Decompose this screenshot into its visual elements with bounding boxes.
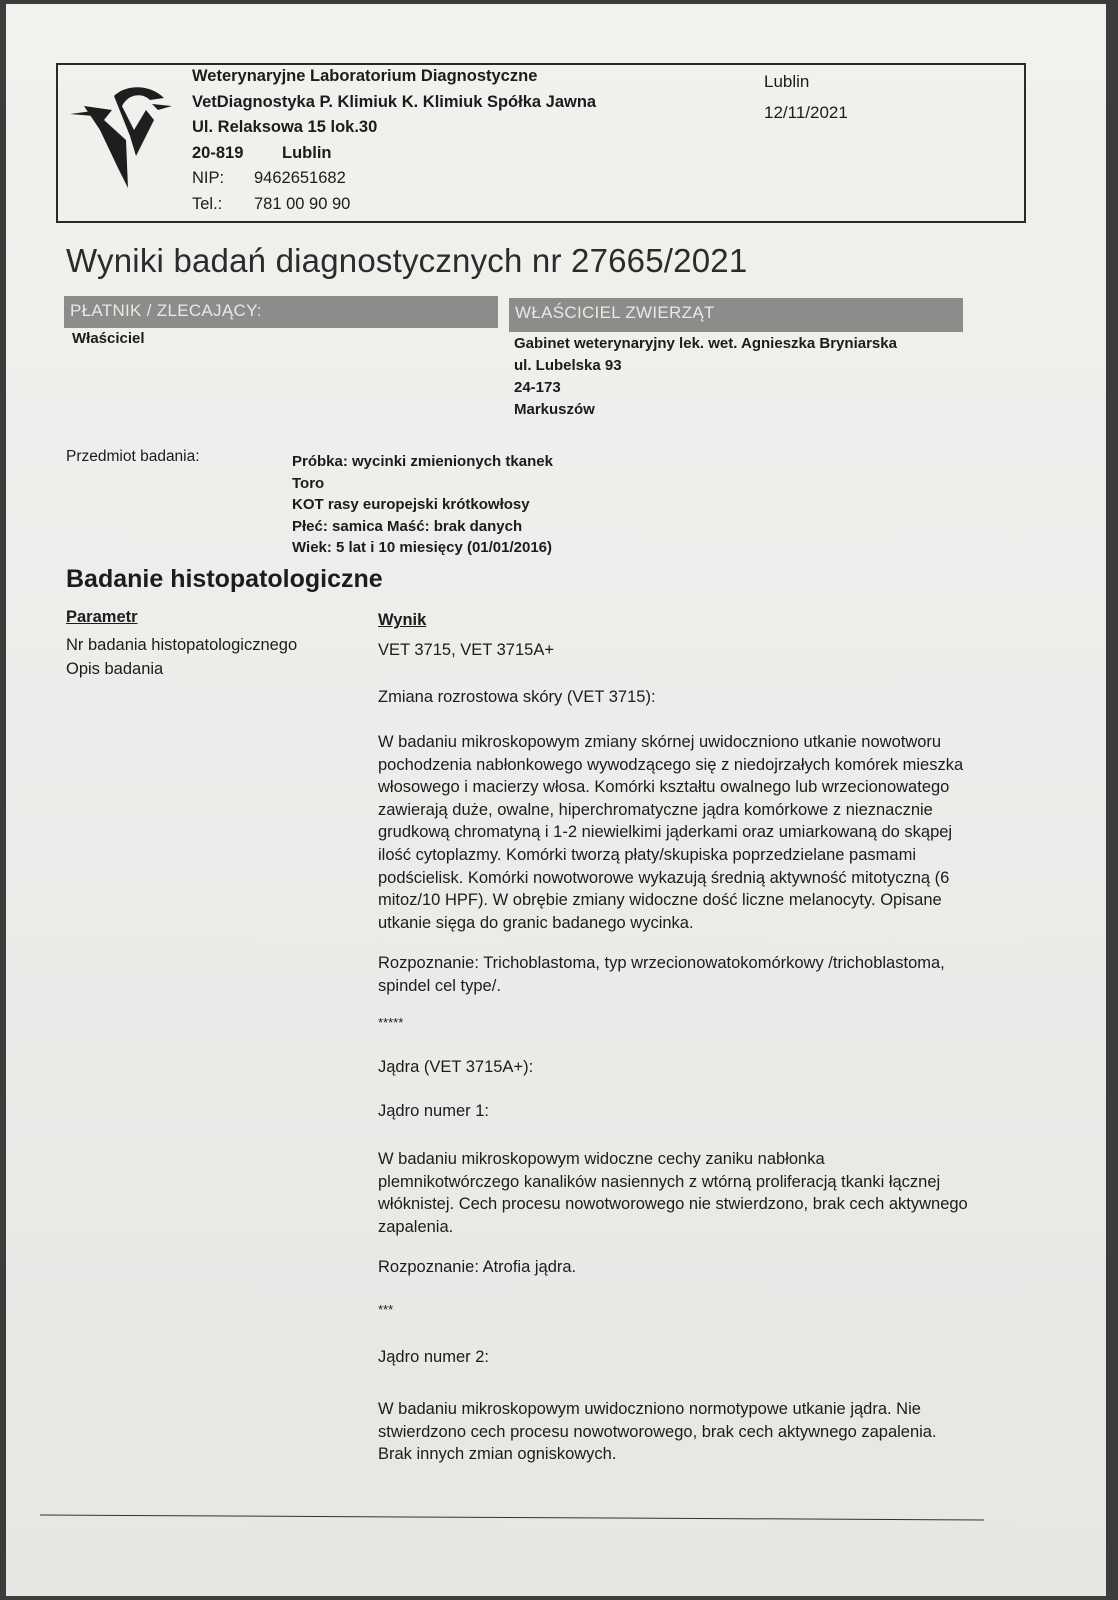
separator-2: *** xyxy=(378,1302,394,1317)
result-header: Wynik xyxy=(378,611,427,629)
param-header: Parametr xyxy=(66,608,138,626)
lab-postal: 20-819 xyxy=(192,143,244,162)
report-paragraph-testis-2 xyxy=(378,1398,1018,1466)
tel-label: Tel.: xyxy=(192,194,223,213)
nip-label: NIP: xyxy=(192,169,225,188)
report-testis-1-heading: Jądro numer 1: xyxy=(378,1102,489,1120)
report-line: włóknistej. Cech procesu nowotworowego nie stwierdzono, brak cech aktywnego xyxy=(378,1195,968,1214)
report-line: podścielisk. Komórki nowotworowe wykazują średnią aktywność mitotyczną (6 xyxy=(378,868,950,887)
report-line: utkanie sięga do granic badanego wycinka. xyxy=(378,913,694,932)
owner-bar: WŁAŚCICIEL ZWIERZĄT xyxy=(509,298,963,332)
owner-line: ul. Lubelska 93 xyxy=(514,357,622,374)
subject-details xyxy=(292,451,553,559)
lab-logo-bird-icon xyxy=(64,76,174,196)
payer-value: Właściciel xyxy=(72,330,145,347)
subject-line: Płeć: samica Maść: brak danych xyxy=(292,517,523,535)
report-line: W badaniu mikroskopowym widoczne cechy zaniku nabłonka xyxy=(378,1150,825,1168)
owner-line: Gabinet weterynaryjny lek. wet. Agnieszka Bryniarska xyxy=(514,335,897,352)
owner-address xyxy=(514,333,897,421)
report-paragraph-testis-1 xyxy=(378,1148,1018,1238)
report-line: plemnikotwórczego kanalików nasiennych z wtórną proliferacją tkanki łącznej xyxy=(378,1172,941,1191)
report-line: zapalenia. xyxy=(378,1217,454,1236)
subject-line: Wiek: 5 lat i 10 miesięcy (01/01/2016) xyxy=(292,539,553,556)
tel-value: 781 00 90 90 xyxy=(254,194,351,213)
owner-line: Markuszów xyxy=(514,401,595,418)
report-line: pochodzenia nabłonkowego wywodzącego się z niedojrzałych komórek mieszka xyxy=(378,755,964,774)
report-line: W badaniu mikroskopowym uwidoczniono normotypowe utkanie jądra. Nie xyxy=(378,1400,921,1418)
header-place: Lublin xyxy=(764,72,810,91)
report-line: zawierają duże, owalne, hiperchromatyczne jądra komórkowe z nieznacznie xyxy=(378,800,933,819)
subject-line: KOT rasy europejski krótkowłosy xyxy=(292,496,530,513)
report-heading-skin: Zmiana rozrostowa skóry (VET 3715): xyxy=(378,688,656,706)
param-desc: Opis badania xyxy=(66,660,164,678)
owner-line: 24-173 xyxy=(514,379,561,396)
subject-line: Toro xyxy=(292,474,325,492)
separator-1: ***** xyxy=(378,1015,404,1030)
header-place-date xyxy=(764,66,848,128)
subject-label: Przedmiot badania: xyxy=(66,448,200,465)
subject-line: Próbka: wycinki zmienionych tkanek xyxy=(292,453,553,470)
report-line: Rozpoznanie: Trichoblastoma, typ wrzecionowatokomórkowy /trichoblastoma, xyxy=(378,954,945,972)
report-line: włosowego i macierzy włosa. Komórki kształtu owalnego lub wrzecionowatego xyxy=(378,778,950,797)
report-line: mitoz/10 HPF). W obrębie zmiany widoczne dość liczne melanocyty. Opisane xyxy=(378,891,942,910)
report-line: Brak innych zmian ogniskowych. xyxy=(378,1445,617,1464)
param-nr: Nr badania histopatologicznego xyxy=(66,636,298,654)
header-date: 12/11/2021 xyxy=(764,103,848,122)
lab-city: Lublin xyxy=(282,143,332,162)
lab-name: Weterynaryjne Laboratorium Diagnostyczne xyxy=(192,67,538,85)
report-diagnosis-testis-1: Rozpoznanie: Atrofia jądra. xyxy=(378,1258,577,1276)
section-heading: Badanie histopatologiczne xyxy=(66,565,383,593)
payer-bar: PŁATNIK / ZLECAJĄCY: xyxy=(64,296,498,328)
report-diagnosis-skin xyxy=(378,952,1018,997)
page-title: Wyniki badań diagnostycznych nr 27665/2021 xyxy=(66,242,748,279)
report-heading-testis: Jądra (VET 3715A+): xyxy=(378,1058,534,1076)
report-line: stwierdzono cech procesu nowotworowego, brak cech aktywnego zapalenia. xyxy=(378,1422,937,1441)
report-testis-2-heading: Jądro numer 2: xyxy=(378,1348,489,1366)
lab-info xyxy=(192,64,596,218)
report-line: grudkową chromatyną i 1-2 niewielkimi jąderkami oraz umiarkowaną do skąpej xyxy=(378,823,953,842)
report-line: spindel cel type/. xyxy=(378,976,501,995)
report-line: W badaniu mikroskopowym zmiany skórnej uwidoczniono utkanie nowotworu xyxy=(378,733,942,751)
result-nr: VET 3715, VET 3715A+ xyxy=(378,641,554,659)
lab-company: VetDiagnostyka P. Klimiuk K. Klimiuk Spółka Jawna xyxy=(192,92,597,111)
lab-street: Ul. Relaksowa 15 lok.30 xyxy=(192,118,378,137)
report-paragraph-skin xyxy=(378,731,1018,934)
report-line: ilość cytoplazmy. Komórki tworzą płaty/skupiska poprzedzielane pasmami xyxy=(378,845,916,864)
nip-value: 9462651682 xyxy=(254,169,346,188)
